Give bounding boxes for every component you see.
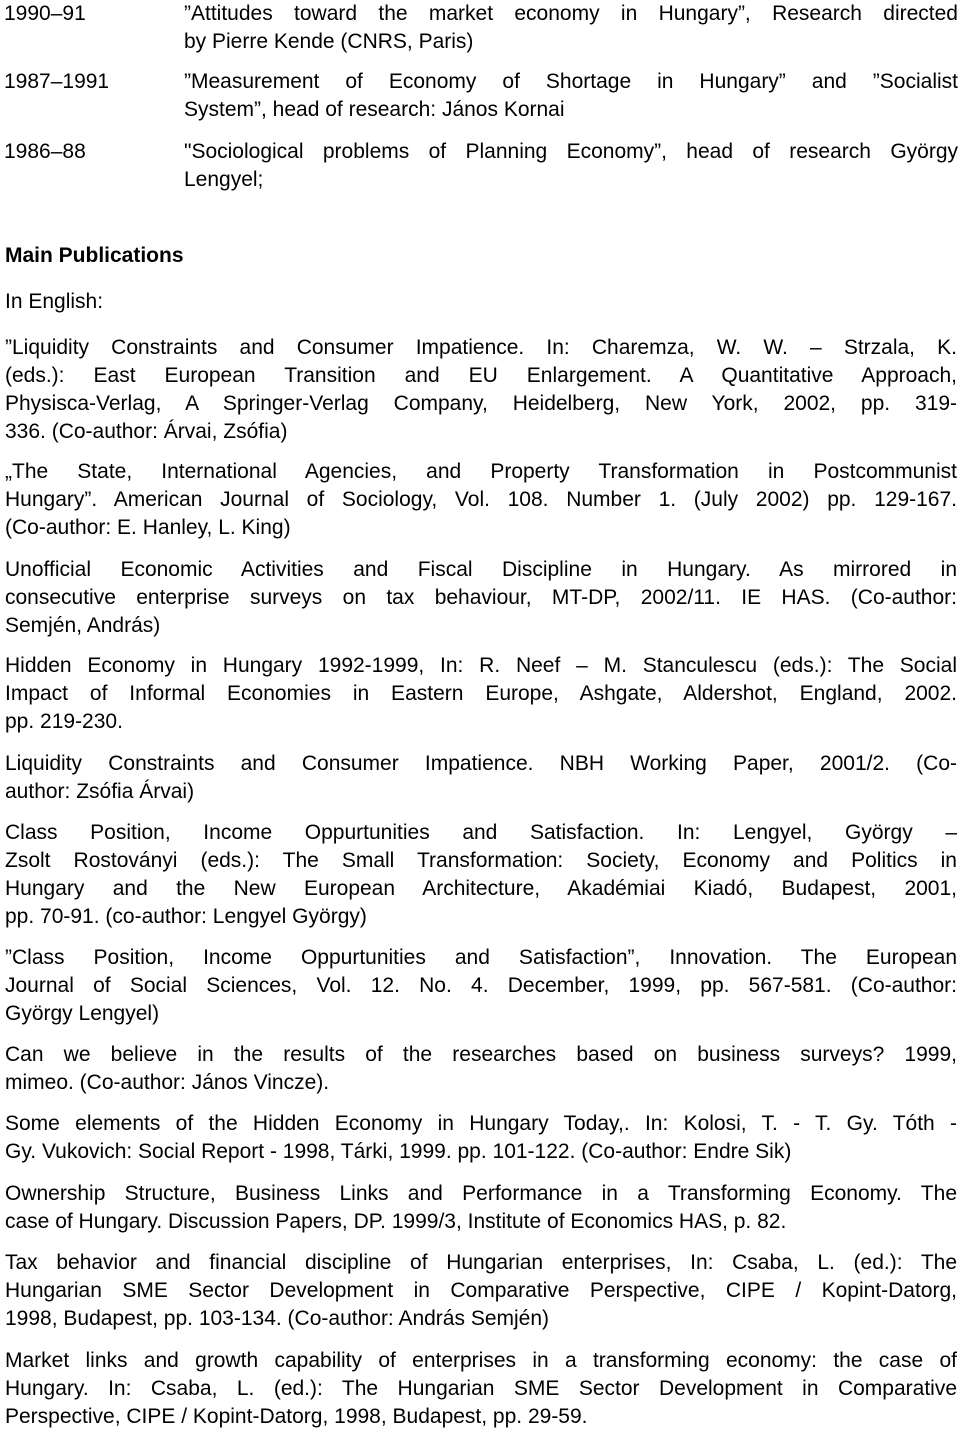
publication-line: „The State, International Agencies, and Property Transformation in Postcommunist [5,460,957,483]
publication-line: Zsolt Rostoványi (eds.): The Small Transformation: Society, Economy and Politics in [5,849,957,872]
project-years: 1990–91 [4,2,86,25]
publication-line: consecutive enterprise surveys on tax behaviour, MT-DP, 2002/11. IE HAS. (Co-author: [5,586,957,609]
publication-line: Journal of Social Sciences, Vol. 12. No. 4. December, 1999, pp. 567-581. (Co-author: [5,974,957,997]
project-line: ”Measurement of Economy of Shortage in Hungary” and ”Socialist [184,70,958,93]
publication-line: 336. (Co-author: Árvai, Zsófia) [5,420,288,443]
publication-line: pp. 70-91. (co-author: Lengyel György) [5,905,367,928]
publication-line: (Co-author: E. Hanley, L. King) [5,516,291,539]
project-line: Lengyel; [184,168,264,191]
project-line: by Pierre Kende (CNRS, Paris) [184,30,474,53]
publication-line: (eds.): East European Transition and EU Enlargement. A Quantitative Approach, [5,364,957,387]
publication-line: Semjén, András) [5,614,161,637]
publication-line: Hungary”. American Journal of Sociology, Vol. 108. Number 1. (July 2002) pp. 129-167. [5,488,957,511]
publication-line: Unofficial Economic Activities and Fiscal Discipline in Hungary. As mirrored in [5,558,957,581]
publication-line: 1998, Budapest, pp. 103-134. (Co-author: András Semjén) [5,1307,550,1330]
project-description [184,68,958,124]
publication-line: Gy. Vukovich: Social Report - 1998, Tárki, 1999. pp. 101-122. (Co-author: Endre Sik) [5,1140,792,1163]
project-line: "Sociological problems of Planning Economy”, head of research György [184,140,958,163]
project-line: ”Attitudes toward the market economy in Hungary”, Research directed [184,2,958,25]
publication-line: Hungarian SME Sector Development in Comparative Perspective, CIPE / Kopint-Datorg, [5,1279,957,1302]
publication-line: Ownership Structure, Business Links and Performance in a Transforming Economy. The [5,1182,957,1205]
subsection-label: In English: [5,290,104,313]
publication-line: author: Zsófia Árvai) [5,780,195,803]
publication-line: pp. 219-230. [5,710,123,733]
publication-line: Physisca-Verlag, A Springer-Verlag Company, Heidelberg, New York, 2002, pp. 319- [5,392,957,415]
publication-line: Hidden Economy in Hungary 1992-1999, In: R. Neef – M. Stanculescu (eds.): The Social [5,654,957,677]
publication-line: mimeo. (Co-author: János Vincze). [5,1071,330,1094]
publication-line: Hungary. In: Csaba, L. (ed.): The Hungarian SME Sector Development in Comparative [5,1377,957,1400]
publication-line: Perspective, CIPE / Kopint-Datorg, 1998, Budapest, pp. 29-59. [5,1405,588,1428]
publication-line: ”Class Position, Income Oppurtunities and Satisfaction”, Innovation. The European [5,946,957,969]
project-years: 1987–1991 [4,70,110,93]
publication-line: Impact of Informal Economies in Eastern Europe, Ashgate, Aldershot, England, 2002. [5,682,957,705]
publication-line: Class Position, Income Oppurtunities and Satisfaction. In: Lengyel, György – [5,821,957,844]
publication-line: case of Hungary. Discussion Papers, DP. 1999/3, Institute of Economics HAS, p. 82. [5,1210,787,1233]
project-line: System”, head of research: János Kornai [184,98,565,121]
publication-line: Liquidity Constraints and Consumer Impatience. NBH Working Paper, 2001/2. (Co- [5,752,957,775]
project-description [184,138,958,194]
publication-line: Hungary and the New European Architecture, Akadémiai Kiadó, Budapest, 2001, [5,877,957,900]
project-years: 1986–88 [4,140,86,163]
section-heading: Main Publications [5,244,184,267]
publication-line: Tax behavior and financial discipline of Hungarian enterprises, In: Csaba, L. (ed.): The [5,1251,957,1274]
publication-line: György Lengyel) [5,1002,160,1025]
publication-line: Some elements of the Hidden Economy in Hungary Today,. In: Kolosi, T. - T. Gy. Tóth - [5,1112,957,1135]
project-description [184,0,958,56]
publication-line: Can we believe in the results of the researches based on business surveys? 1999, [5,1043,957,1066]
publication-line: ”Liquidity Constraints and Consumer Impatience. In: Charemza, W. W. – Strzala, K. [5,336,957,359]
publication-line: Market links and growth capability of enterprises in a transforming economy: the case of [5,1349,957,1372]
